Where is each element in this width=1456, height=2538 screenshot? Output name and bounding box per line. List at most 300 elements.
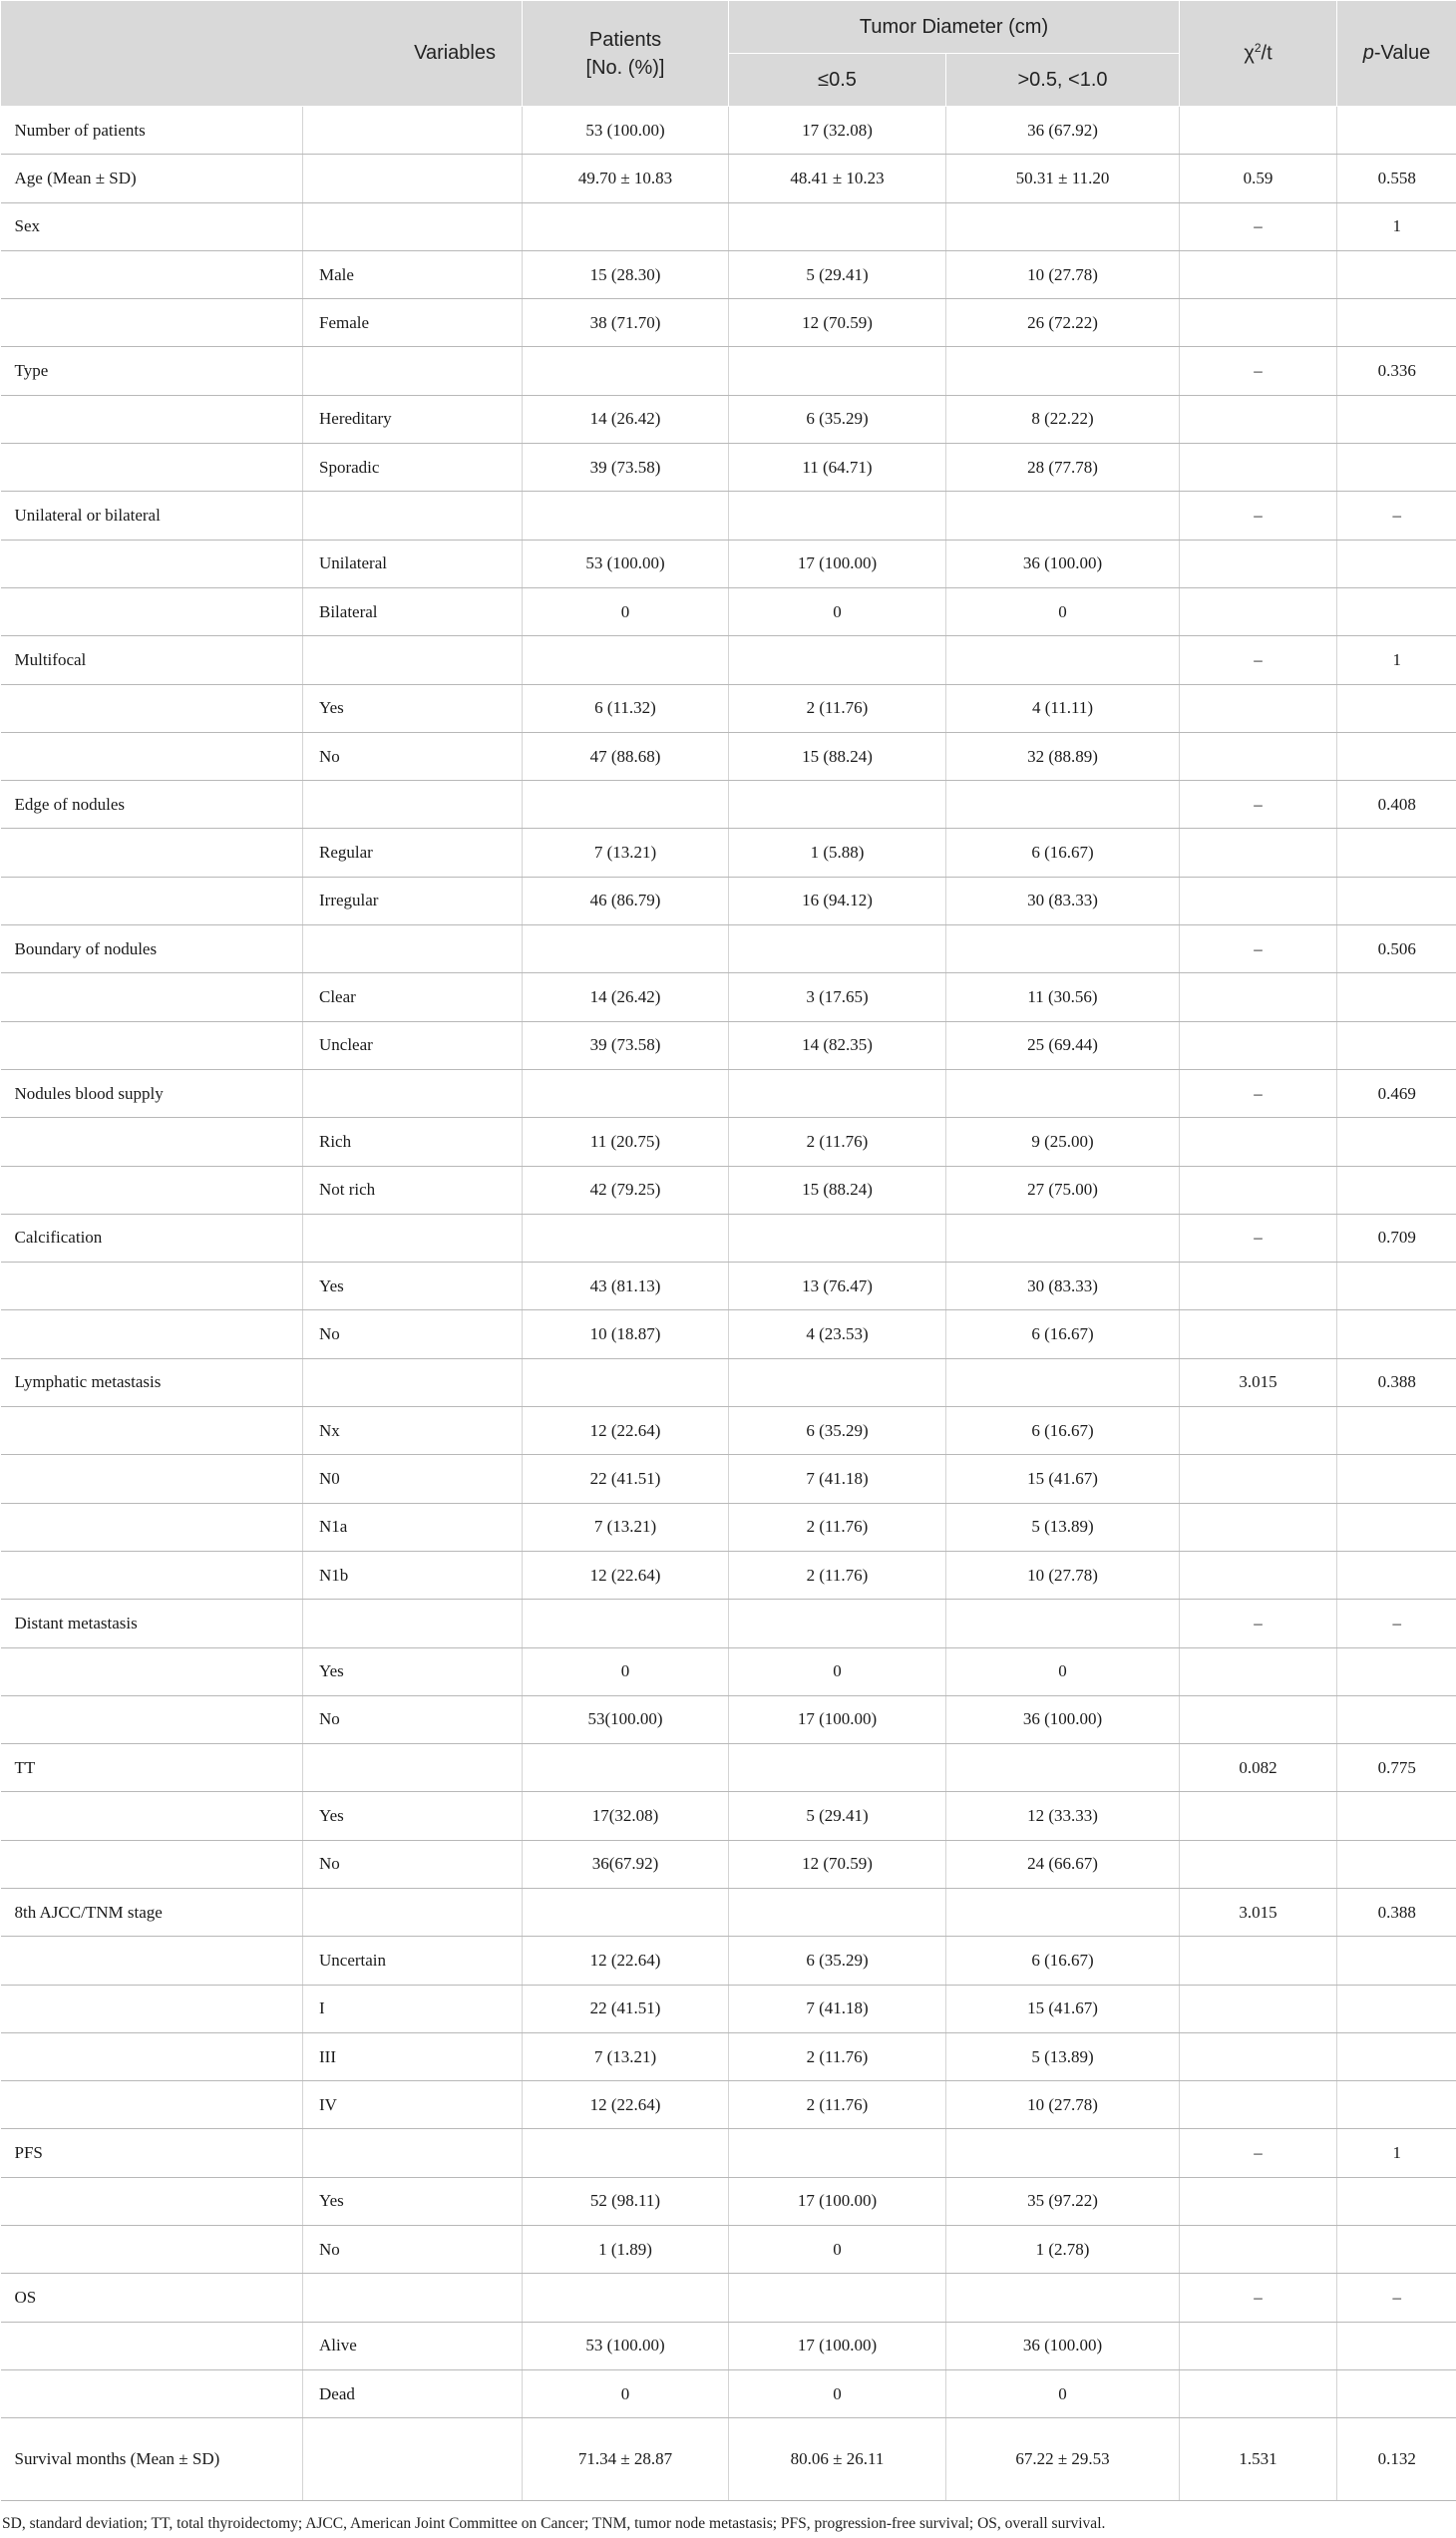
cell-subcategory <box>303 781 523 829</box>
cell-statistic <box>1180 2032 1337 2080</box>
cell-category <box>1 1551 303 1599</box>
cell-p-value <box>1337 2322 1456 2369</box>
cell-diameter-small-count <box>729 1358 946 1406</box>
table-row <box>1 829 1456 877</box>
table-row <box>1 1455 1456 1503</box>
cell-category <box>1 2226 303 2274</box>
cell-category <box>1 2081 303 2129</box>
cell-subcategory: Dead <box>303 2369 523 2417</box>
header-diameter-small: ≤0.5 <box>729 54 946 107</box>
cell-diameter-large-count: 30 (83.33) <box>946 877 1180 924</box>
cell-subcategory: Yes <box>303 2177 523 2225</box>
cell-patients-count: 38 (71.70) <box>523 299 729 347</box>
table-row <box>1 2226 1456 2274</box>
cell-statistic <box>1180 250 1337 298</box>
cell-diameter-small-count <box>729 2274 946 2322</box>
cell-subcategory <box>303 155 523 202</box>
cell-diameter-large-count: 12 (33.33) <box>946 1792 1180 1840</box>
cell-category <box>1 1263 303 1310</box>
header-chi-symbol: χ <box>1244 42 1255 65</box>
cell-subcategory: Unilateral <box>303 540 523 587</box>
cell-subcategory <box>303 1744 523 1792</box>
header-p-rest: -Value <box>1373 42 1431 64</box>
cell-diameter-small-count: 4 (23.53) <box>729 1310 946 1358</box>
cell-p-value <box>1337 1310 1456 1358</box>
cell-statistic <box>1180 1937 1337 1985</box>
cell-subcategory: No <box>303 1310 523 1358</box>
cell-diameter-small-count: 1 (5.88) <box>729 829 946 877</box>
cell-patients-count: 0 <box>523 2369 729 2417</box>
table-row <box>1 347 1456 395</box>
cell-diameter-large-count: 10 (27.78) <box>946 250 1180 298</box>
cell-diameter-large-count: 4 (11.11) <box>946 684 1180 732</box>
cell-category: Edge of nodules <box>1 781 303 829</box>
cell-subcategory: Not rich <box>303 1166 523 1214</box>
cell-statistic: – <box>1180 1214 1337 1262</box>
cell-p-value: 0.469 <box>1337 1069 1456 1117</box>
cell-p-value <box>1337 587 1456 635</box>
cell-diameter-large-count: 15 (41.67) <box>946 1985 1180 2032</box>
cell-category: Type <box>1 347 303 395</box>
cell-patients-count: 14 (26.42) <box>523 395 729 443</box>
cell-category <box>1 1647 303 1695</box>
cell-subcategory <box>303 1069 523 1117</box>
cell-patients-count <box>523 636 729 684</box>
cell-diameter-large-count: 6 (16.67) <box>946 1407 1180 1455</box>
cell-diameter-small-count: 14 (82.35) <box>729 1021 946 1069</box>
cell-patients-count: 39 (73.58) <box>523 444 729 492</box>
cell-statistic <box>1180 2226 1337 2274</box>
table-row <box>1 2418 1456 2501</box>
cell-statistic: 0.082 <box>1180 1744 1337 1792</box>
cell-patients-count: 12 (22.64) <box>523 2081 729 2129</box>
header-t-symbol: /t <box>1261 42 1273 65</box>
cell-category <box>1 877 303 924</box>
cell-diameter-large-count <box>946 1744 1180 1792</box>
cell-diameter-large-count: 9 (25.00) <box>946 1118 1180 1166</box>
cell-diameter-small-count: 17 (100.00) <box>729 2177 946 2225</box>
cell-category <box>1 829 303 877</box>
table-row <box>1 1021 1456 1069</box>
cell-patients-count: 46 (86.79) <box>523 877 729 924</box>
table-row <box>1 2032 1456 2080</box>
cell-statistic <box>1180 2322 1337 2369</box>
cell-diameter-small-count: 7 (41.18) <box>729 1985 946 2032</box>
cell-diameter-small-count: 0 <box>729 587 946 635</box>
cell-category <box>1 732 303 780</box>
cell-subcategory: N0 <box>303 1455 523 1503</box>
cell-category: Number of patients <box>1 107 303 155</box>
cell-p-value: 1 <box>1337 2129 1456 2177</box>
table-footnote: SD, standard deviation; TT, total thyroidectomy; AJCC, American Joint Committee on Cancer; TNM, tumor node metastasis; PFS, progression-free survival; OS, overall survival. <box>2 2515 1106 2532</box>
cell-statistic <box>1180 1695 1337 1743</box>
cell-diameter-small-count: 17 (32.08) <box>729 107 946 155</box>
cell-category <box>1 1503 303 1551</box>
cell-statistic <box>1180 2369 1337 2417</box>
cell-p-value <box>1337 1407 1456 1455</box>
cell-statistic: – <box>1180 347 1337 395</box>
cell-category: PFS <box>1 2129 303 2177</box>
cell-statistic <box>1180 2177 1337 2225</box>
cell-diameter-small-count <box>729 1600 946 1647</box>
cell-diameter-small-count: 3 (17.65) <box>729 973 946 1021</box>
header-variables: Variables <box>1 1 523 107</box>
table-row <box>1 1744 1456 1792</box>
cell-category: Age (Mean ± SD) <box>1 155 303 202</box>
cell-diameter-large-count: 0 <box>946 1647 1180 1695</box>
table-row <box>1 1407 1456 1455</box>
cell-p-value <box>1337 1695 1456 1743</box>
header-chi-superscript: 2 <box>1254 41 1262 56</box>
table-row <box>1 973 1456 1021</box>
cell-diameter-large-count: 36 (100.00) <box>946 1695 1180 1743</box>
cell-diameter-large-count <box>946 636 1180 684</box>
cell-diameter-small-count <box>729 781 946 829</box>
cell-diameter-large-count <box>946 1214 1180 1262</box>
table-row <box>1 2177 1456 2225</box>
cell-patients-count: 53(100.00) <box>523 1695 729 1743</box>
table-row <box>1 1069 1456 1117</box>
cell-p-value <box>1337 877 1456 924</box>
cell-diameter-large-count: 15 (41.67) <box>946 1455 1180 1503</box>
table-row <box>1 540 1456 587</box>
cell-statistic: 3.015 <box>1180 1358 1337 1406</box>
table-row <box>1 1695 1456 1743</box>
table-row <box>1 1840 1456 1888</box>
cell-diameter-small-count <box>729 925 946 973</box>
cell-diameter-large-count: 6 (16.67) <box>946 829 1180 877</box>
cell-statistic <box>1180 1551 1337 1599</box>
cell-diameter-small-count <box>729 347 946 395</box>
table-row <box>1 1888 1456 1936</box>
cell-diameter-large-count: 50.31 ± 11.20 <box>946 155 1180 202</box>
cell-subcategory: I <box>303 1985 523 2032</box>
cell-category <box>1 1166 303 1214</box>
cell-patients-count: 14 (26.42) <box>523 973 729 1021</box>
cell-patients-count: 17(32.08) <box>523 1792 729 1840</box>
cell-patients-count: 1 (1.89) <box>523 2226 729 2274</box>
cell-statistic <box>1180 107 1337 155</box>
cell-diameter-large-count: 67.22 ± 29.53 <box>946 2418 1180 2501</box>
cell-p-value <box>1337 444 1456 492</box>
cell-p-value: – <box>1337 2274 1456 2322</box>
cell-diameter-large-count: 10 (27.78) <box>946 1551 1180 1599</box>
cell-statistic <box>1180 1840 1337 1888</box>
cell-subcategory: N1a <box>303 1503 523 1551</box>
cell-diameter-small-count: 16 (94.12) <box>729 877 946 924</box>
cell-diameter-large-count: 5 (13.89) <box>946 2032 1180 2080</box>
cell-subcategory <box>303 636 523 684</box>
cell-diameter-large-count: 25 (69.44) <box>946 1021 1180 1069</box>
cell-p-value: 1 <box>1337 202 1456 250</box>
cell-category <box>1 2177 303 2225</box>
cell-p-value <box>1337 1263 1456 1310</box>
cell-category <box>1 1118 303 1166</box>
cell-diameter-large-count <box>946 1600 1180 1647</box>
cell-category <box>1 1310 303 1358</box>
cell-statistic: – <box>1180 2274 1337 2322</box>
cell-diameter-small-count: 0 <box>729 2369 946 2417</box>
cell-diameter-large-count: 1 (2.78) <box>946 2226 1180 2274</box>
cell-diameter-small-count <box>729 1214 946 1262</box>
cell-statistic: – <box>1180 2129 1337 2177</box>
cell-category <box>1 299 303 347</box>
table-row <box>1 299 1456 347</box>
cell-subcategory: Yes <box>303 684 523 732</box>
table-row <box>1 1647 1456 1695</box>
cell-p-value: 0.558 <box>1337 155 1456 202</box>
cell-diameter-large-count <box>946 1888 1180 1936</box>
cell-subcategory <box>303 1600 523 1647</box>
cell-subcategory: Irregular <box>303 877 523 924</box>
cell-p-value <box>1337 1551 1456 1599</box>
cell-diameter-large-count: 8 (22.22) <box>946 395 1180 443</box>
cell-statistic: – <box>1180 925 1337 973</box>
header-p-value <box>1337 1 1456 107</box>
cell-p-value <box>1337 540 1456 587</box>
cell-p-value <box>1337 1166 1456 1214</box>
table-row <box>1 636 1456 684</box>
cell-p-value: 0.132 <box>1337 2418 1456 2501</box>
cell-diameter-large-count <box>946 492 1180 540</box>
cell-diameter-small-count <box>729 202 946 250</box>
table-row <box>1 2322 1456 2369</box>
cell-diameter-small-count: 0 <box>729 2226 946 2274</box>
cell-subcategory: Clear <box>303 973 523 1021</box>
cell-statistic: – <box>1180 492 1337 540</box>
table-row <box>1 1358 1456 1406</box>
cell-subcategory <box>303 202 523 250</box>
cell-subcategory: III <box>303 2032 523 2080</box>
cell-subcategory: Alive <box>303 2322 523 2369</box>
cell-statistic <box>1180 540 1337 587</box>
cell-p-value <box>1337 1118 1456 1166</box>
header-patients-line2: [No. (%)] <box>585 56 665 79</box>
table-row <box>1 1937 1456 1985</box>
cell-diameter-small-count: 7 (41.18) <box>729 1455 946 1503</box>
cell-diameter-small-count <box>729 2129 946 2177</box>
cell-category: 8th AJCC/TNM stage <box>1 1888 303 1936</box>
cell-diameter-small-count: 12 (70.59) <box>729 299 946 347</box>
cell-diameter-small-count: 6 (35.29) <box>729 395 946 443</box>
cell-diameter-large-count <box>946 347 1180 395</box>
cell-p-value <box>1337 973 1456 1021</box>
cell-statistic <box>1180 299 1337 347</box>
cell-patients-count <box>523 492 729 540</box>
cell-statistic: 1.531 <box>1180 2418 1337 2501</box>
cell-subcategory: Rich <box>303 1118 523 1166</box>
cell-patients-count <box>523 1358 729 1406</box>
cell-p-value: 0.408 <box>1337 781 1456 829</box>
cell-statistic <box>1180 684 1337 732</box>
table-row <box>1 1118 1456 1166</box>
cell-diameter-small-count: 11 (64.71) <box>729 444 946 492</box>
cell-subcategory <box>303 1214 523 1262</box>
cell-statistic <box>1180 1503 1337 1551</box>
cell-category <box>1 684 303 732</box>
cell-statistic <box>1180 1455 1337 1503</box>
cell-patients-count <box>523 2274 729 2322</box>
cell-diameter-small-count <box>729 636 946 684</box>
cell-patients-count: 39 (73.58) <box>523 1021 729 1069</box>
cell-p-value <box>1337 2226 1456 2274</box>
cell-diameter-large-count: 36 (100.00) <box>946 540 1180 587</box>
table-row <box>1 877 1456 924</box>
table-row <box>1 202 1456 250</box>
cell-diameter-small-count: 17 (100.00) <box>729 540 946 587</box>
cell-patients-count: 6 (11.32) <box>523 684 729 732</box>
cell-diameter-large-count <box>946 1069 1180 1117</box>
table-row <box>1 1310 1456 1358</box>
cell-subcategory: Hereditary <box>303 395 523 443</box>
cell-diameter-large-count: 6 (16.67) <box>946 1310 1180 1358</box>
table-row <box>1 1503 1456 1551</box>
cell-p-value <box>1337 1792 1456 1840</box>
cell-diameter-small-count: 12 (70.59) <box>729 1840 946 1888</box>
cell-subcategory: Bilateral <box>303 587 523 635</box>
cell-subcategory: Unclear <box>303 1021 523 1069</box>
cell-statistic <box>1180 2081 1337 2129</box>
cell-patients-count: 42 (79.25) <box>523 1166 729 1214</box>
cell-p-value: 0.388 <box>1337 1888 1456 1936</box>
cell-patients-count <box>523 1888 729 1936</box>
cell-p-value <box>1337 2081 1456 2129</box>
cell-patients-count <box>523 1744 729 1792</box>
cell-subcategory <box>303 2274 523 2322</box>
cell-diameter-large-count <box>946 2129 1180 2177</box>
cell-statistic: – <box>1180 781 1337 829</box>
cell-subcategory: Uncertain <box>303 1937 523 1985</box>
header-tumor-diameter: Tumor Diameter (cm) <box>729 1 1180 54</box>
cell-subcategory: No <box>303 1840 523 1888</box>
cell-category: TT <box>1 1744 303 1792</box>
cell-patients-count: 22 (41.51) <box>523 1985 729 2032</box>
cell-category <box>1 444 303 492</box>
cell-p-value <box>1337 395 1456 443</box>
cell-p-value <box>1337 250 1456 298</box>
cell-subcategory: Yes <box>303 1792 523 1840</box>
table-row <box>1 2369 1456 2417</box>
table-row <box>1 2129 1456 2177</box>
cell-diameter-large-count: 30 (83.33) <box>946 1263 1180 1310</box>
cell-diameter-large-count: 10 (27.78) <box>946 2081 1180 2129</box>
cell-diameter-large-count: 32 (88.89) <box>946 732 1180 780</box>
cell-diameter-small-count: 2 (11.76) <box>729 1551 946 1599</box>
header-diameter-large: >0.5, <1.0 <box>946 54 1180 107</box>
cell-category <box>1 395 303 443</box>
cell-patients-count: 53 (100.00) <box>523 107 729 155</box>
table-row <box>1 492 1456 540</box>
cell-category <box>1 1840 303 1888</box>
cell-p-value <box>1337 2032 1456 2080</box>
cell-diameter-large-count: 6 (16.67) <box>946 1937 1180 1985</box>
table-row <box>1 444 1456 492</box>
cell-patients-count: 0 <box>523 587 729 635</box>
cell-p-value <box>1337 1455 1456 1503</box>
cell-diameter-large-count <box>946 2274 1180 2322</box>
cell-diameter-large-count: 27 (75.00) <box>946 1166 1180 1214</box>
cell-subcategory <box>303 107 523 155</box>
cell-diameter-small-count: 2 (11.76) <box>729 2081 946 2129</box>
cell-statistic: – <box>1180 202 1337 250</box>
cell-category: Nodules blood supply <box>1 1069 303 1117</box>
cell-p-value <box>1337 2369 1456 2417</box>
cell-diameter-small-count: 2 (11.76) <box>729 1118 946 1166</box>
cell-patients-count: 43 (81.13) <box>523 1263 729 1310</box>
cell-patients-count: 47 (88.68) <box>523 732 729 780</box>
cell-subcategory: N1b <box>303 1551 523 1599</box>
cell-patients-count: 71.34 ± 28.87 <box>523 2418 729 2501</box>
header-patients-line1: Patients <box>588 28 662 51</box>
cell-diameter-small-count: 2 (11.76) <box>729 1503 946 1551</box>
table-row <box>1 1263 1456 1310</box>
cell-p-value <box>1337 732 1456 780</box>
cell-diameter-large-count <box>946 925 1180 973</box>
cell-statistic: – <box>1180 1069 1337 1117</box>
cell-p-value <box>1337 107 1456 155</box>
cell-diameter-large-count <box>946 781 1180 829</box>
cell-patients-count: 7 (13.21) <box>523 829 729 877</box>
cell-category <box>1 250 303 298</box>
cell-statistic <box>1180 1118 1337 1166</box>
cell-subcategory <box>303 2129 523 2177</box>
cell-subcategory: Regular <box>303 829 523 877</box>
cell-statistic: 0.59 <box>1180 155 1337 202</box>
cell-statistic: – <box>1180 1600 1337 1647</box>
cell-category: Sex <box>1 202 303 250</box>
cell-category <box>1 540 303 587</box>
cell-p-value <box>1337 684 1456 732</box>
cell-subcategory: Male <box>303 250 523 298</box>
cell-statistic <box>1180 587 1337 635</box>
cell-subcategory <box>303 2418 523 2501</box>
cell-statistic <box>1180 829 1337 877</box>
cell-statistic <box>1180 1407 1337 1455</box>
cell-p-value <box>1337 1647 1456 1695</box>
cell-diameter-small-count <box>729 492 946 540</box>
cell-statistic <box>1180 1263 1337 1310</box>
cell-subcategory <box>303 347 523 395</box>
cell-diameter-large-count: 5 (13.89) <box>946 1503 1180 1551</box>
cell-diameter-small-count: 2 (11.76) <box>729 684 946 732</box>
table-body <box>1 107 1456 2501</box>
cell-diameter-small-count: 17 (100.00) <box>729 1695 946 1743</box>
cell-patients-count: 49.70 ± 10.83 <box>523 155 729 202</box>
table-row <box>1 1985 1456 2032</box>
cell-p-value: 0.336 <box>1337 347 1456 395</box>
cell-category: Distant metastasis <box>1 1600 303 1647</box>
cell-patients-count <box>523 925 729 973</box>
cell-diameter-small-count: 15 (88.24) <box>729 732 946 780</box>
cell-p-value <box>1337 1985 1456 2032</box>
cell-subcategory: IV <box>303 2081 523 2129</box>
cell-patients-count: 0 <box>523 1647 729 1695</box>
cell-diameter-large-count: 11 (30.56) <box>946 973 1180 1021</box>
cell-category: Boundary of nodules <box>1 925 303 973</box>
cell-p-value <box>1337 1840 1456 1888</box>
cell-statistic: 3.015 <box>1180 1888 1337 1936</box>
cell-p-value: – <box>1337 492 1456 540</box>
cell-patients-count <box>523 347 729 395</box>
cell-subcategory: No <box>303 2226 523 2274</box>
cell-statistic <box>1180 877 1337 924</box>
header-patients <box>523 1 729 107</box>
cell-category <box>1 1021 303 1069</box>
cell-p-value <box>1337 1021 1456 1069</box>
cell-diameter-small-count: 48.41 ± 10.23 <box>729 155 946 202</box>
cell-statistic <box>1180 973 1337 1021</box>
header-p-italic: p <box>1362 42 1374 64</box>
